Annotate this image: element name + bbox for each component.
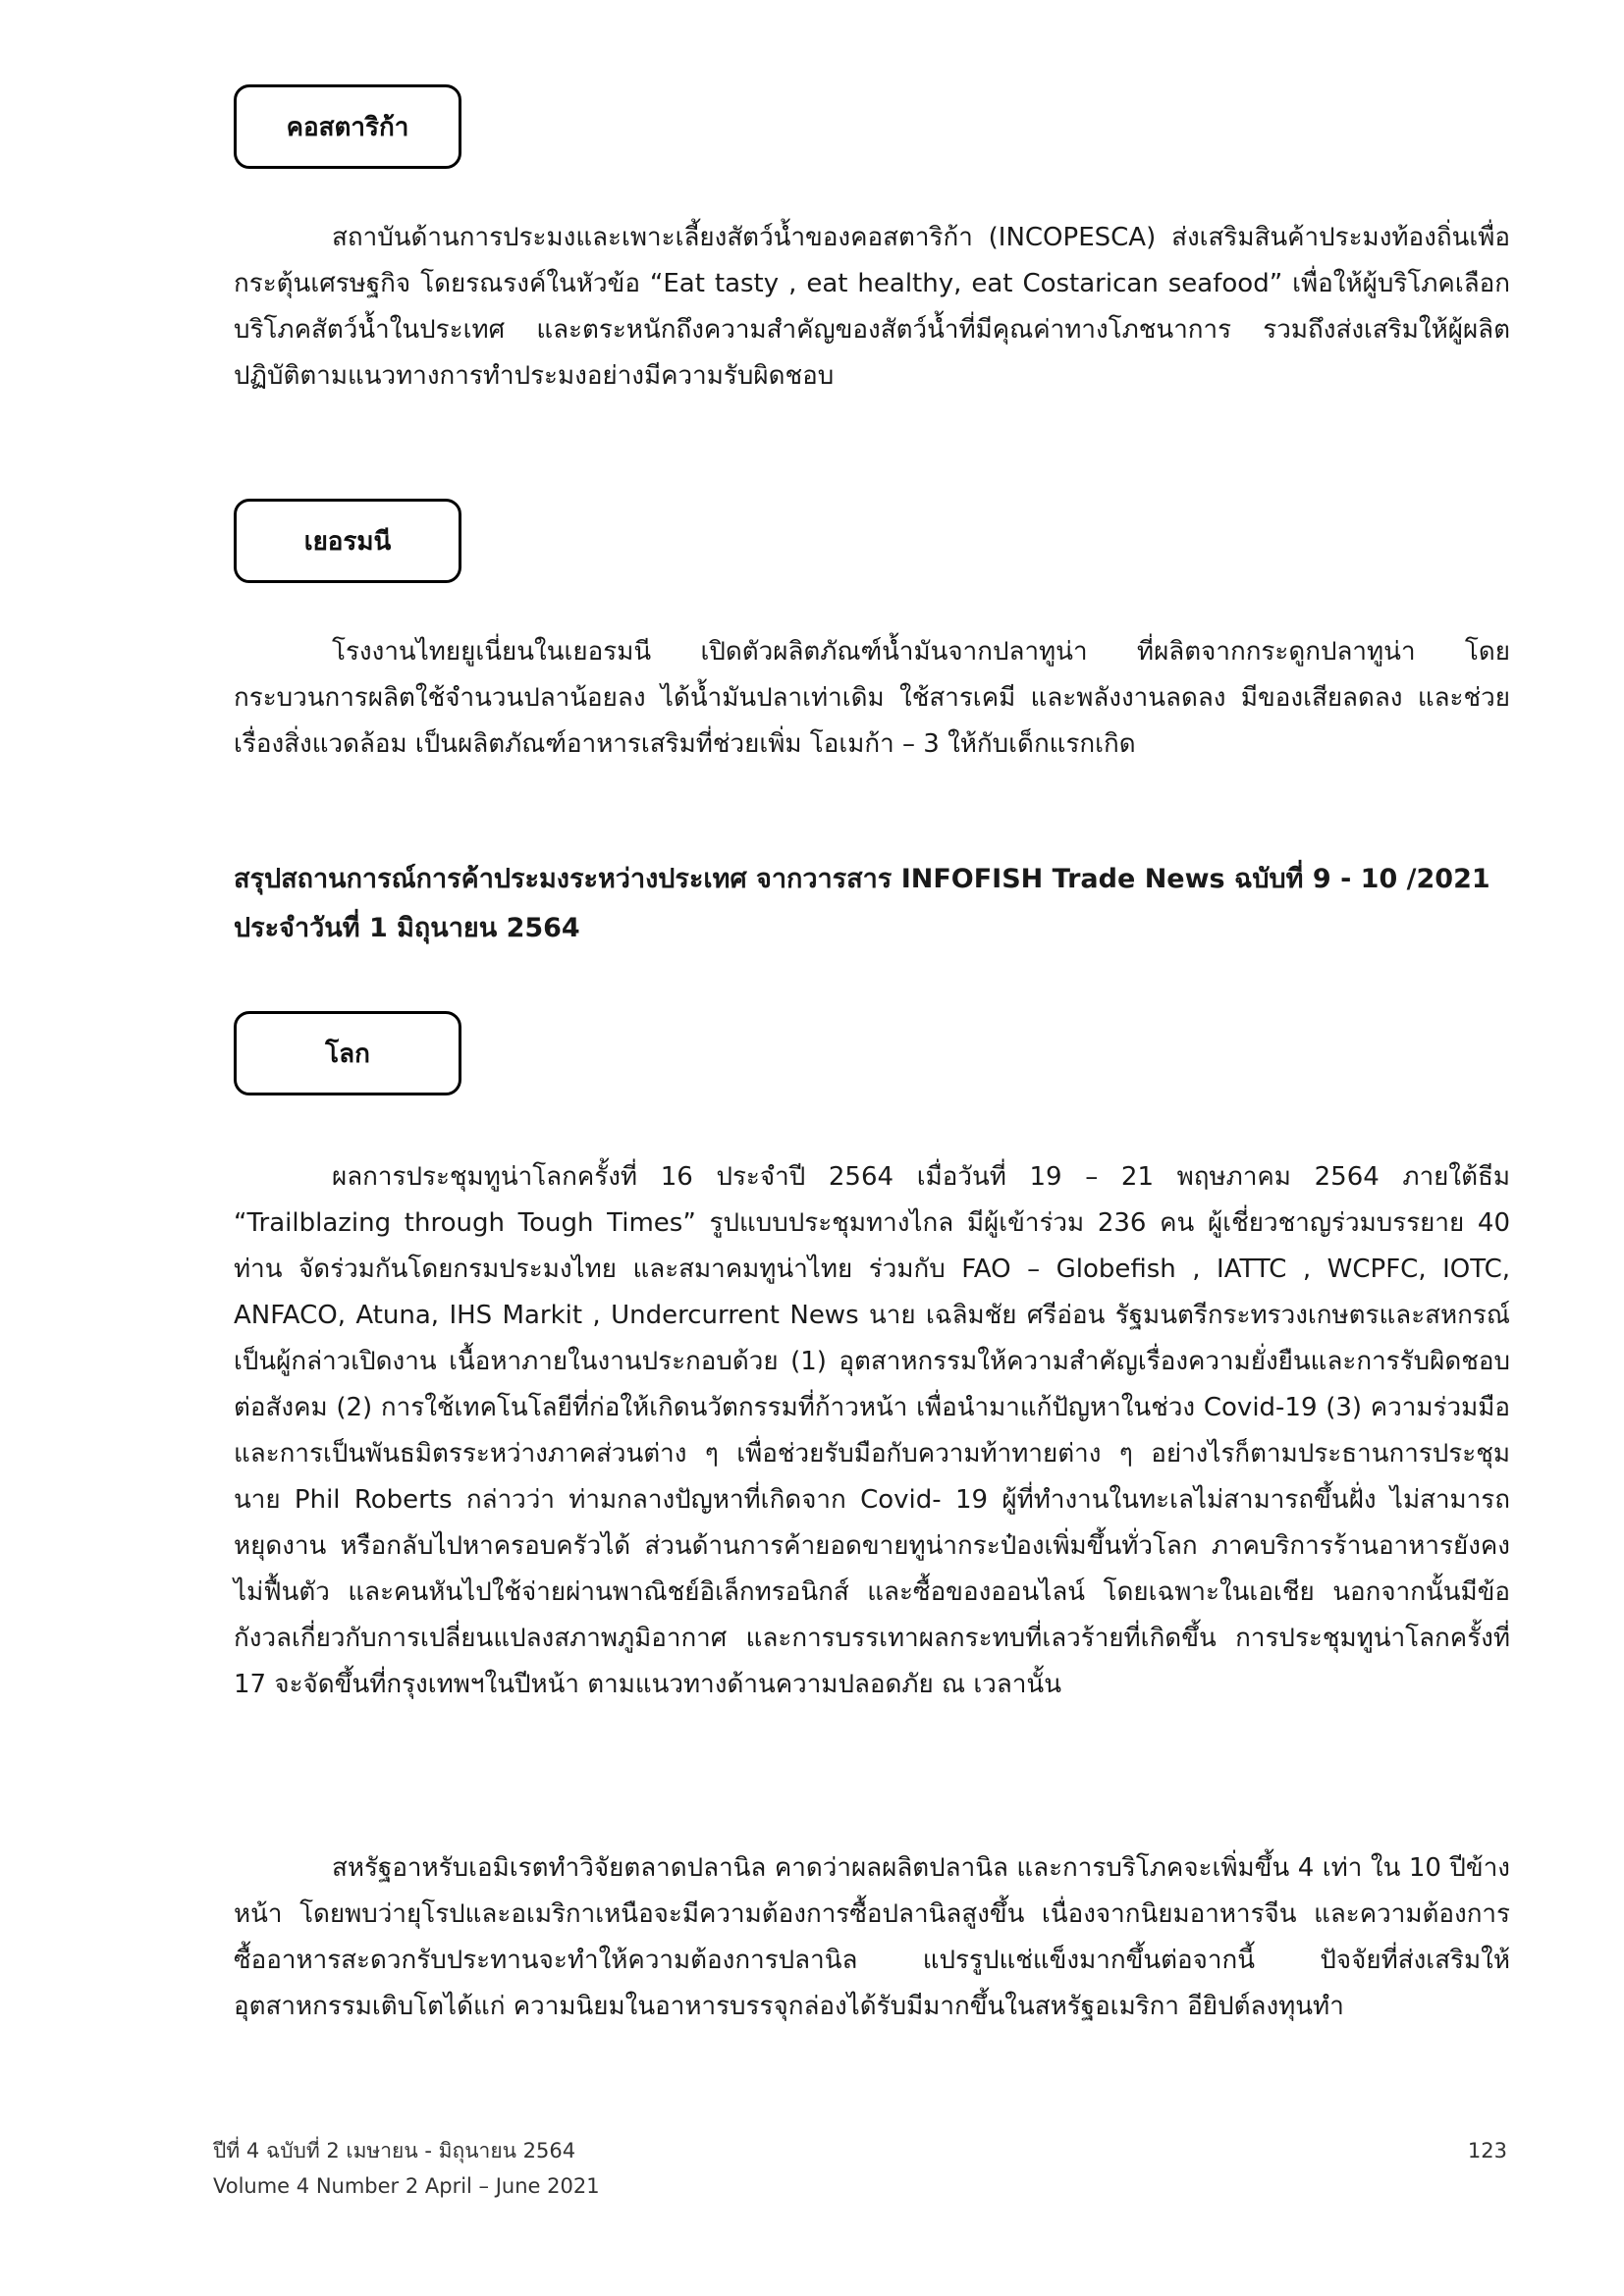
paragraph-world-tuna-conference: ผลการประชุมทูน่าโลกครั้งที่ 16 ประจำปี 2564 เมื่อวันที่ 19 – 21 พฤษภาคม 2564 ภายใต้ธีม “Trailblazing through Tough Times” รูปแบบประชุมทางไกล มีผู้เข้าร่วม 236 คน ผู้เชี่ยวชาญร่วมบรรยาย 40 ท่าน จัดร่วมกันโดยกรมประมงไทย และสมาคมทูน่าไทย ร่วมกับ FAO – Globefish , IATTC , WCPFC, IOTC, ANFACO, Atuna, IHS Markit , Undercurrent News นาย เฉลิมชัย ศรีอ่อน รัฐมนตรีกระทรวงเกษตรและสหกรณ์เป็นผู้กล่าวเปิดงาน เนื้อหาภายในงานประกอบด้วย (1) อุตสาหกรรมให้ความสำคัญเรื่องความยั่งยืนและการรับผิดชอบต่อสังคม (2) การใช้เทคโนโลยีที่ก่อให้เกิดนวัตกรรมที่ก้าวหน้า เพื่อนำมาแก้ปัญหาในช่วง Covid-19 (3) ความร่วมมือและการเป็นพันธมิตรระหว่างภาคส่วนต่าง ๆ เพื่อช่วยรับมือกับความท้าทายต่าง ๆ อย่างไรก็ตามประธานการประชุม นาย Phil Roberts กล่าวว่า ท่ามกลางปัญหาที่เกิดจาก Covid- 19 ผู้ที่ทำงานในทะเลไม่สามารถขึ้นฝั่ง ไม่สามารถหยุดงาน หรือกลับไปหาครอบครัวได้ ส่วนด้านการค้ายอดขายทูน่ากระป๋องเพิ่มขึ้นทั่วโลก ภาคบริการร้านอาหารยังคงไม่ฟื้นตัว และคนหันไปใช้จ่ายผ่านพาณิชย์อิเล็กทรอนิกส์ และซื้อของออนไลน์ โดยเฉพาะในเอเชีย นอกจากนั้นมีข้อกังวลเกี่ยวกับการเปลี่ยนแปลงสภาพภูมิอากาศ และการบรรเทาผลกระทบที่เลวร้ายที่เกิดขึ้น การประชุมทูน่าโลกครั้งที่ 17 จะจัดขึ้นที่กรุงเทพฯในปีหน้า ตามแนวทางด้านความปลอดภัย ณ เวลานั้น — [234, 1162, 1510, 1699]
paragraph-germany: โรงงานไทยยูเนี่ยนในเยอรมนี เปิดตัวผลิตภัณฑ์น้ำมันจากปลาทูน่า ที่ผลิตจากกระดูกปลาทูน่า โดยกระบวนการผลิตใช้จำนวนปลาน้อยลง ได้น้ำมันปลาเท่าเดิม ใช้สารเคมี และพลังงานลดลง มีของเสียลดลง และช่วยเรื่องสิ่งแวดล้อม เป็นผลิตภัณฑ์อาหารเสริมที่ช่วยเพิ่ม โอเมก้า – 3 ให้กับเด็กแรกเกิด — [234, 637, 1510, 759]
paragraph-costa-rica: สถาบันด้านการประมงและเพาะเลี้ยงสัตว์น้ำของคอสตาริก้า (INCOPESCA) ส่งเสริมสินค้าประมงท้องถิ่นเพื่อกระตุ้นเศรษฐกิจ โดยรณรงค์ในหัวข้อ “Eat tasty , eat healthy, eat Costarican seafood” เพื่อให้ผู้บริโภคเลือกบริโภคสัตว์น้ำในประเทศ และตระหนักถึงความสำคัญของสัตว์น้ำที่มีคุณค่าทางโภชนาการ รวมถึงส่งเสริมให้ผู้ผลิตปฏิบัติตามแนวทางการทำประมงอย่างมีความรับผิดชอบ — [234, 223, 1510, 391]
section-heading-label: เยอรมนี — [303, 526, 392, 557]
footer-issue-english: Volume 4 Number 2 April – June 2021 — [213, 2174, 600, 2198]
summary-heading-line-2: ประจำวันที่ 1 มิถุนายน 2564 — [234, 913, 580, 943]
page-number: 123 — [1467, 2139, 1507, 2163]
section-heading-germany — [234, 499, 461, 583]
summary-heading-line-1: สรุปสถานการณ์การค้าประมงระหว่างประเทศ จากวารสาร INFOFISH Trade News ฉบับที่ 9 - 10 /2021 — [234, 864, 1490, 894]
footer-issue-thai: ปีที่ 4 ฉบับที่ 2 เมษายน - มิถุนายน 2564 — [213, 2139, 576, 2163]
section-heading-world — [234, 1011, 461, 1095]
section-heading-label: โลก — [325, 1039, 370, 1069]
section-heading-label: คอสตาริก้า — [286, 112, 409, 142]
page-footer — [213, 2133, 600, 2204]
paragraph-world-tilapia: สหรัฐอาหรับเอมิเรตทำวิจัยตลาดปลานิล คาดว่าผลผลิตปลานิล และการบริโภคจะเพิ่มขึ้น 4 เท่า ใน 10 ปีข้างหน้า โดยพบว่ายุโรปและอเมริกาเหนือจะมีความต้องการซื้อปลานิลสูงขึ้น เนื่องจากนิยมอาหารจีน และความต้องการซื้ออาหารสะดวกรับประทานจะทำให้ความต้องการปลานิล แปรรูปแช่แข็งมากขึ้นต่อจากนี้ ปัจจัยที่ส่งเสริมให้อุตสาหกรรมเติบโตได้แก่ ความนิยมในอาหารบรรจุกล่องได้รับมีมากขึ้นในสหรัฐอเมริกา อียิปต์ลงทุนทำ — [234, 1853, 1510, 2021]
summary-heading — [234, 855, 1510, 953]
section-heading-costa-rica — [234, 84, 461, 169]
